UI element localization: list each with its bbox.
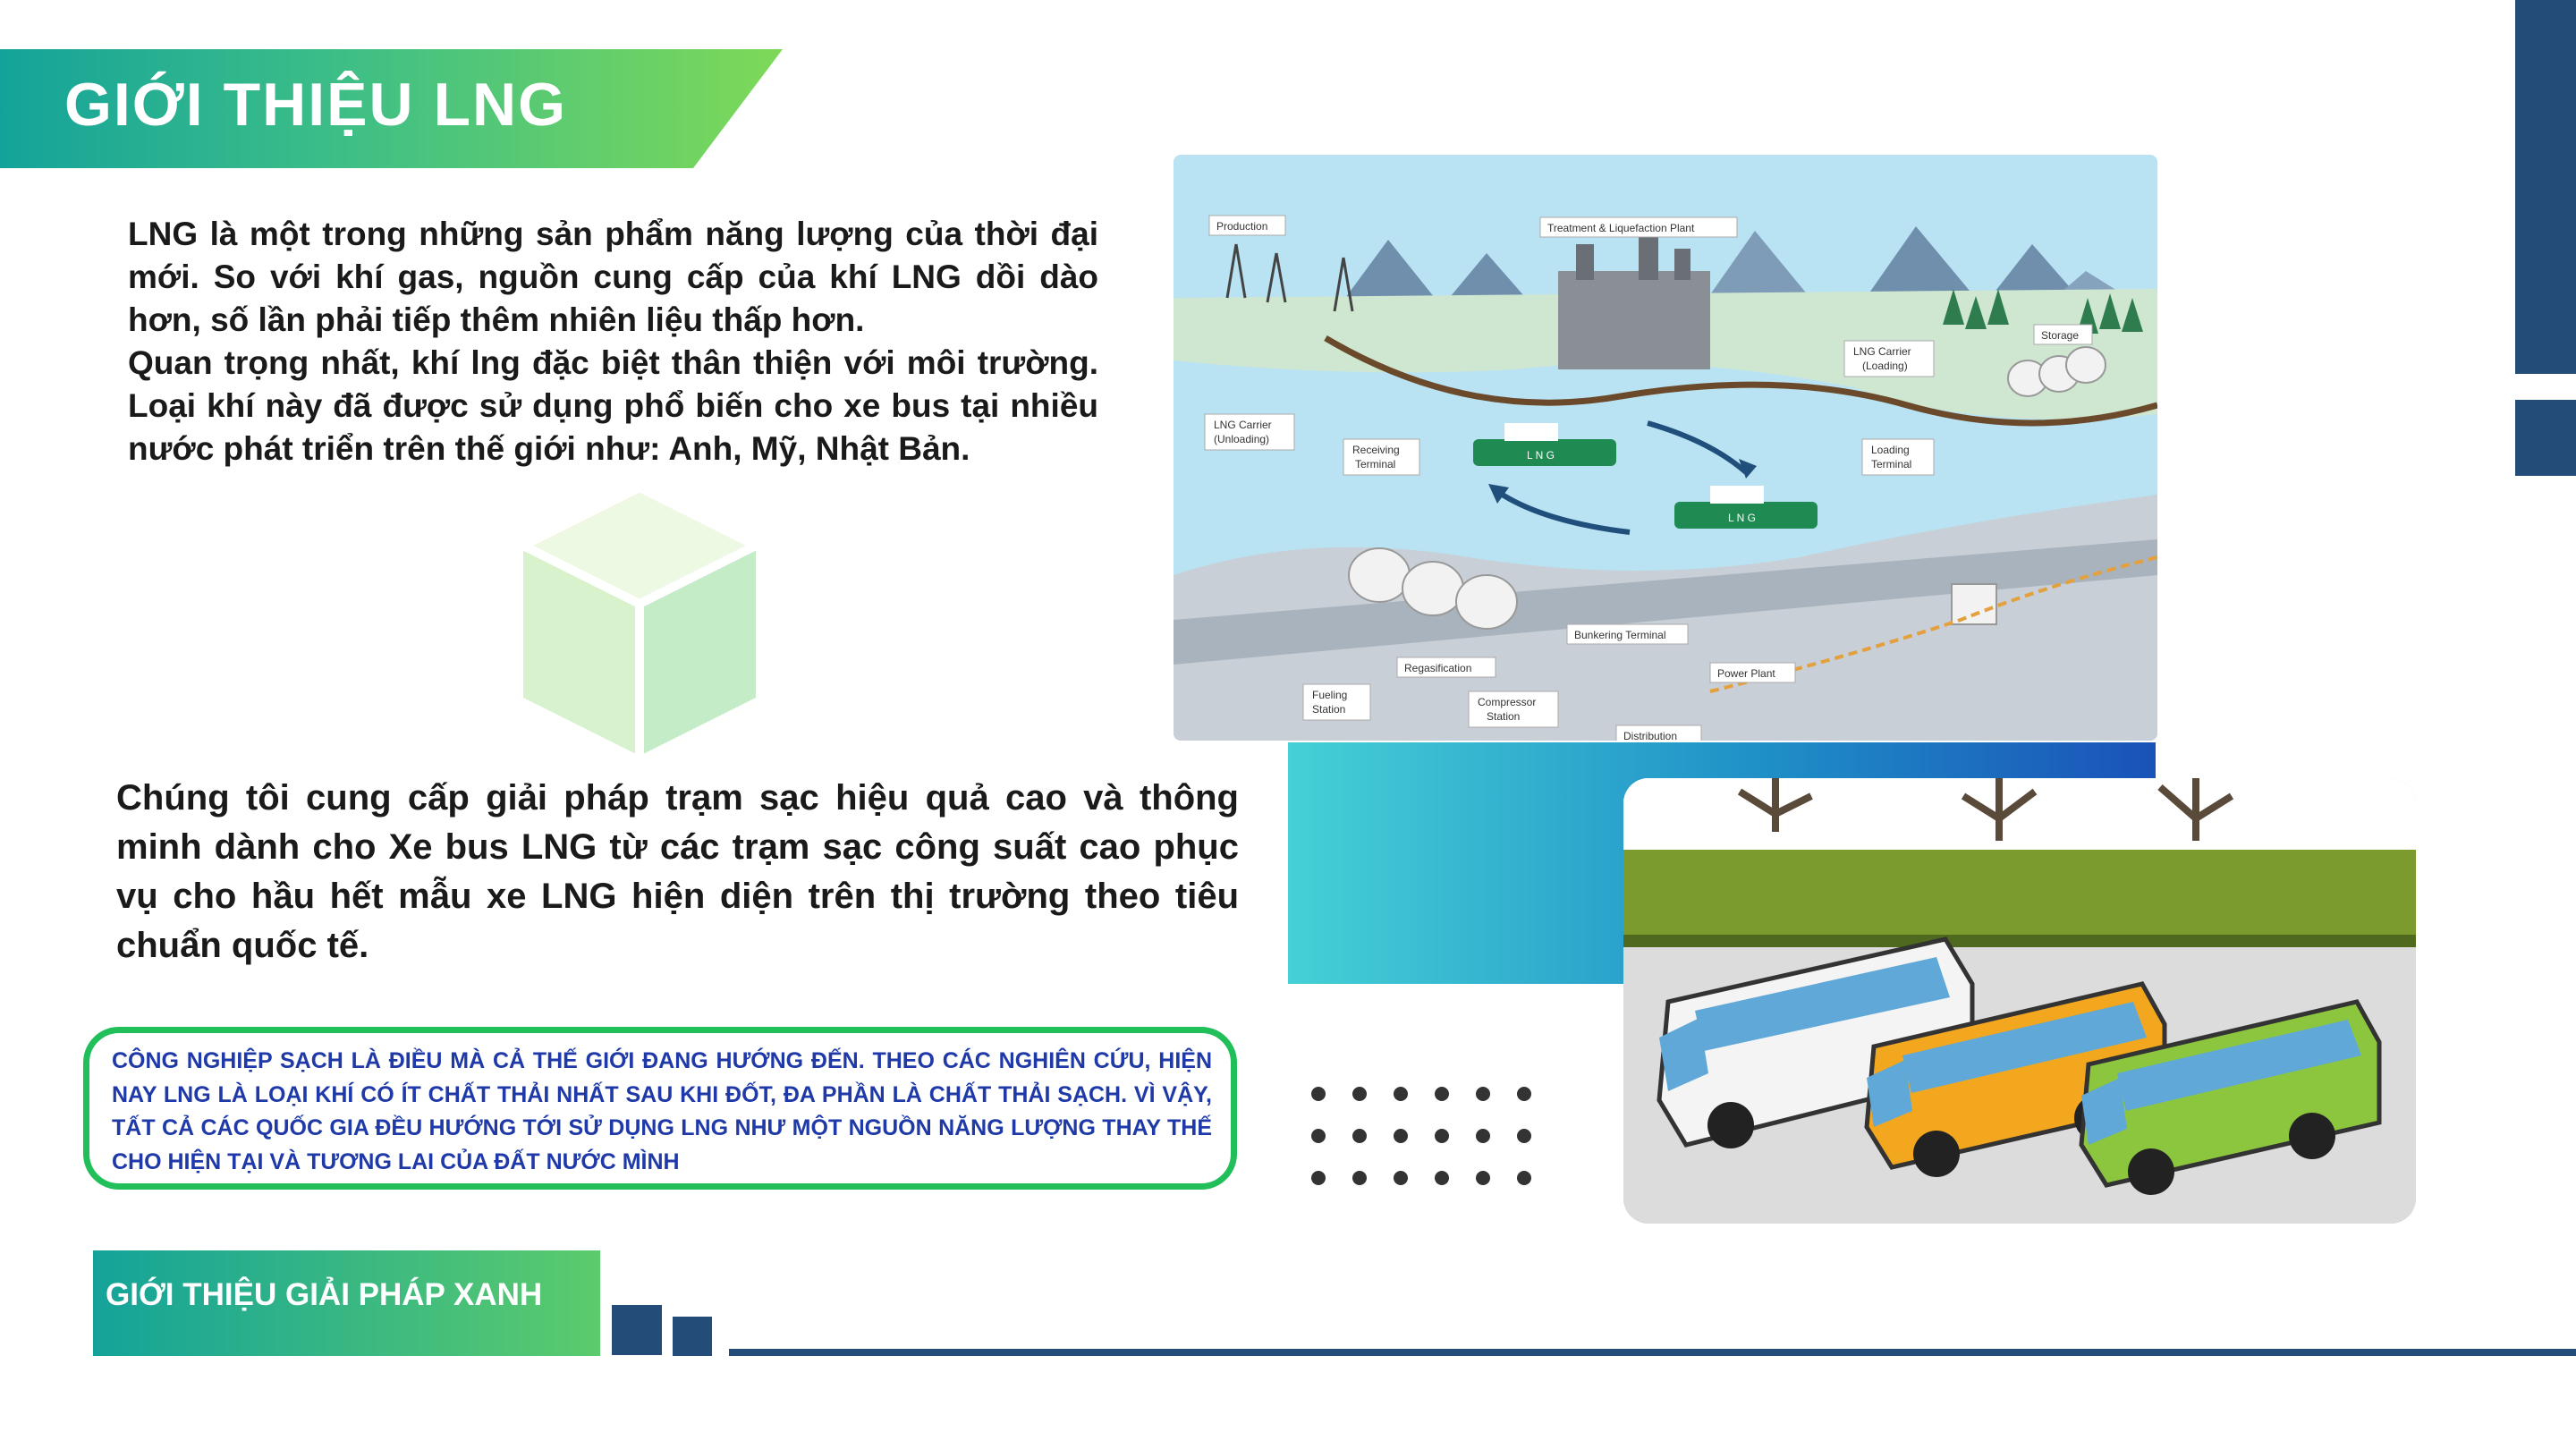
label-receiving: Receiving (1352, 444, 1400, 456)
label-bunkering: Bunkering Terminal (1574, 629, 1666, 641)
solution-paragraph: Chúng tôi cung cấp giải pháp trạm sạc hiệu quả cao và thông minh dành cho Xe bus LNG từ các trạm sạc công suất cao phục vụ cho hầu hết mẫu xe LNG hiện diện trên thị trường theo tiêu chuẩn quốc tế. (116, 778, 1239, 965)
label-fueling-sub: Station (1312, 703, 1346, 716)
lng-value-chain-diagram (1174, 155, 2157, 741)
footer-square-large (612, 1305, 662, 1355)
label-compressor-sub: Station (1487, 710, 1521, 723)
label-carrier-loading: LNG Carrier (1853, 345, 1911, 358)
ship-label-2: L N G (1728, 512, 1756, 524)
right-accent-block (2515, 400, 2576, 476)
page-title: GIỚI THIỆU LNG (64, 71, 568, 139)
label-fueling: Fueling (1312, 689, 1348, 701)
label-loading: Loading (1871, 444, 1910, 456)
footer-label: GIỚI THIỆU GIẢI PHÁP XANH (106, 1277, 543, 1312)
label-distribution: Distribution (1623, 730, 1678, 741)
label-regasification: Regasification (1404, 662, 1472, 674)
label-power-plant: Power Plant (1717, 667, 1775, 680)
dot-grid-decoration (1311, 1087, 1544, 1187)
label-carrier-unloading: LNG Carrier (1214, 419, 1272, 431)
intro-paragraph (128, 213, 1098, 470)
right-accent-bar (2515, 0, 2576, 374)
footer-square-small (673, 1317, 712, 1356)
label-receiving-sub: Terminal (1355, 458, 1396, 470)
intro-line-1: LNG là một trong những sản phẩm năng lượng của thời đại mới. So với khí gas, nguồn cung cấp của khí LNG dồi dào hơn, số lần phải tiếp thêm nhiên liệu thấp hơn. (128, 216, 1098, 338)
cube-icon (523, 487, 756, 756)
intro-line-2: Quan trọng nhất, khí lng đặc biệt thân thiện với môi trường. Loại khí này đã được sử dụng phổ biến cho xe bus tại nhiều nước phát triển trên thế giới như: Anh, Mỹ, Nhật Bản. (128, 344, 1098, 467)
callout-text: CÔNG NGHIỆP SẠCH LÀ ĐIỀU MÀ CẢ THẾ GIỚI ĐANG HƯỚNG ĐẾN. THEO CÁC NGHIÊN CỨU, HIỆN NAY LNG LÀ LOẠI KHÍ CÓ ÍT CHẤT THẢI NHẤT SAU KHI ĐỐT, ĐA PHẦN LÀ CHẤT THẢI SẠCH. VÌ VẬY, TẤT CẢ CÁC QUỐC GIA ĐỀU HƯỚNG TỚI SỬ DỤNG LNG NHƯ MỘT NGUỒN NĂNG LƯỢNG THAY THẾ CHO HIỆN TẠI VÀ TƯƠNG LAI CỦA ĐẤT NƯỚC MÌNH (112, 1048, 1212, 1174)
label-compressor: Compressor (1478, 696, 1537, 708)
label-carrier-loading-sub: (Loading) (1862, 360, 1908, 372)
lng-bus-illustration (1623, 778, 2416, 1224)
footer-divider-line (729, 1349, 2576, 1356)
label-storage: Storage (2041, 329, 2080, 342)
label-loading-sub: Terminal (1871, 458, 1912, 470)
label-production: Production (1216, 220, 1268, 233)
label-treatment: Treatment & Liquefaction Plant (1547, 222, 1695, 234)
label-carrier-unloading-sub: (Unloading) (1214, 433, 1270, 445)
ship-label-1: L N G (1527, 449, 1555, 462)
